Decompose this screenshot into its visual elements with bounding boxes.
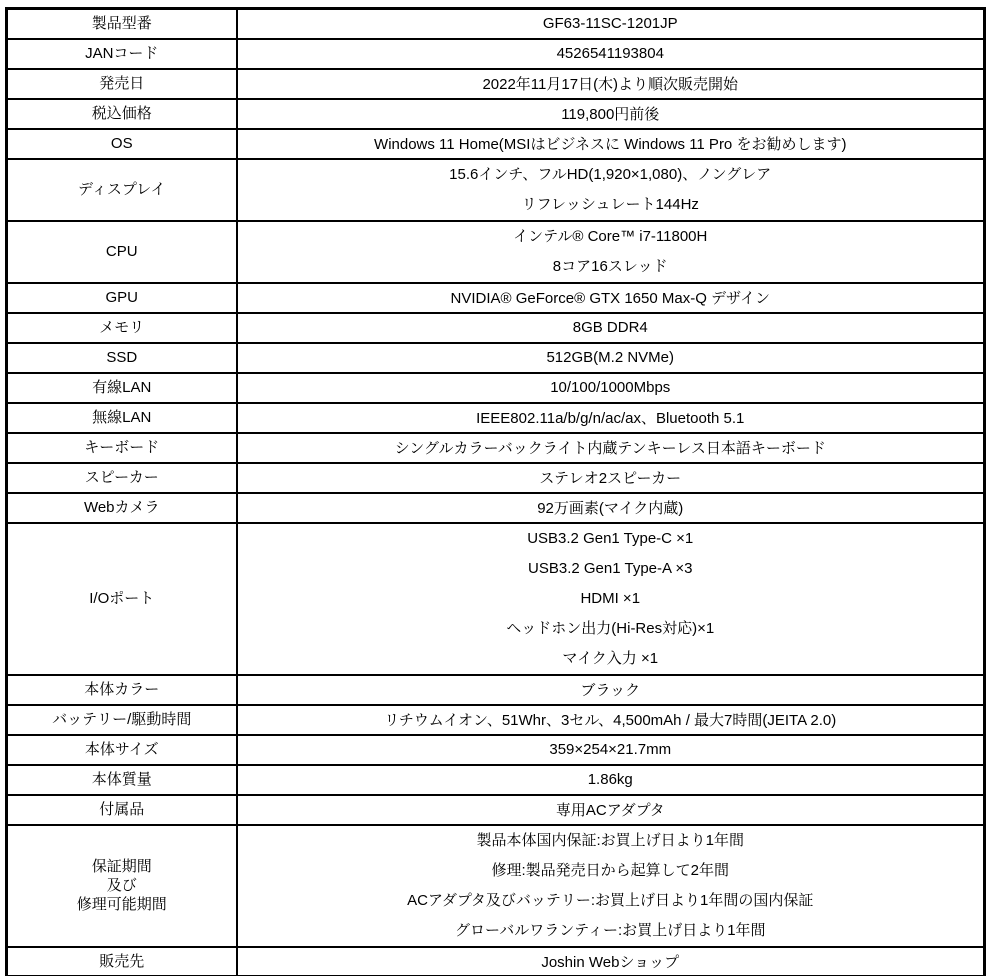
- spec-row: [7, 403, 985, 433]
- spec-label: OS: [110, 135, 133, 152]
- spec-label: 本体質量: [91, 771, 152, 788]
- spec-label: 有線LAN: [92, 379, 152, 396]
- spec-value-cell: [237, 39, 985, 69]
- spec-label: 無線LAN: [92, 409, 152, 426]
- spec-label-cell: [7, 39, 237, 69]
- spec-value-cell: [237, 9, 985, 39]
- spec-label: スピーカー: [84, 469, 159, 486]
- spec-row: [7, 735, 985, 765]
- spec-value: インテル® Core™ i7-11800H: [513, 227, 708, 245]
- spec-label: 発売日: [99, 75, 145, 92]
- spec-value-cell: [237, 735, 985, 765]
- spec-label-cell: [7, 463, 237, 493]
- spec-row: [7, 463, 985, 493]
- spec-row: [7, 947, 985, 976]
- spec-label: 付属品: [99, 801, 145, 818]
- spec-value-cell: [237, 433, 985, 463]
- spec-label: ディスプレイ: [78, 181, 166, 198]
- spec-value: 専用ACアダプタ: [555, 802, 665, 819]
- spec-label: 販売先: [99, 952, 145, 970]
- spec-value: IEEE802.11a/b/g/n/ac/ax、Bluetooth 5.1: [476, 410, 745, 427]
- spec-value-cell: [237, 463, 985, 493]
- spec-row: [7, 433, 985, 463]
- spec-value: 8GB DDR4: [572, 319, 648, 336]
- spec-table: [5, 7, 986, 976]
- spec-row: [7, 825, 985, 947]
- spec-value: ヘッドホン出力(Hi-Res対応)×1: [506, 619, 715, 637]
- spec-value-cell: [237, 795, 985, 825]
- spec-label-cell: [7, 765, 237, 795]
- spec-value-cell: [237, 765, 985, 795]
- spec-value: GF63-11SC-1201JP: [542, 15, 678, 33]
- spec-row: [7, 129, 985, 159]
- spec-row: [7, 523, 985, 675]
- spec-value-cell: [237, 373, 985, 403]
- spec-value: ACアダプタ及びバッテリー:お買上げ日より1年間の国内保証: [407, 891, 814, 909]
- spec-label-cell: [7, 283, 237, 313]
- spec-value-cell: [237, 129, 985, 159]
- spec-label-cell: [7, 493, 237, 523]
- spec-value-cell: [237, 99, 985, 129]
- spec-label: SSD: [106, 349, 138, 366]
- spec-value: USB3.2 Gen1 Type-C ×1: [527, 529, 694, 547]
- spec-value-cell: [237, 705, 985, 735]
- spec-value: 4526541193804: [556, 45, 664, 62]
- spec-value: ステレオ2スピーカー: [539, 470, 682, 487]
- spec-value: 10/100/1000Mbps: [550, 379, 671, 396]
- spec-value: USB3.2 Gen1 Type-A ×3: [528, 559, 693, 577]
- spec-value: NVIDIA® GeForce® GTX 1650 Max-Q デザイン: [450, 290, 770, 307]
- spec-row: [7, 705, 985, 735]
- spec-value: リフレッシュレート144Hz: [521, 195, 699, 213]
- spec-row: [7, 313, 985, 343]
- spec-value: 2022年11月17日(木)より順次販売開始: [482, 76, 739, 93]
- spec-value-cell: [237, 523, 985, 675]
- spec-value: Joshin Webショップ: [541, 953, 680, 971]
- spec-row: [7, 795, 985, 825]
- spec-row: [7, 373, 985, 403]
- spec-label: Webカメラ: [83, 499, 160, 516]
- spec-value: ブラック: [580, 682, 641, 699]
- spec-value: 製品本体国内保証:お買上げ日より1年間: [476, 831, 744, 849]
- spec-label-cell: [7, 795, 237, 825]
- spec-label-cell: [7, 343, 237, 373]
- spec-label: キーボード: [84, 439, 160, 456]
- spec-label-cell: [7, 313, 237, 343]
- spec-label: JANコード: [85, 45, 159, 62]
- spec-row: [7, 69, 985, 99]
- spec-value: マイク入力 ×1: [562, 649, 659, 667]
- spec-row: [7, 39, 985, 69]
- spec-label: バッテリー/駆動時間: [52, 711, 192, 728]
- spec-label: 保証期間: [91, 858, 152, 875]
- spec-label-cell: [7, 947, 237, 976]
- spec-row: [7, 221, 985, 283]
- spec-value: 512GB(M.2 NVMe): [546, 349, 675, 366]
- spec-label: 本体カラー: [84, 681, 160, 698]
- spec-value-cell: [237, 283, 985, 313]
- spec-value-cell: [237, 825, 985, 947]
- spec-value-cell: [237, 947, 985, 976]
- spec-value: グローバルワランティー:お買上げ日より1年間: [454, 921, 766, 939]
- spec-label-cell: [7, 129, 237, 159]
- spec-label-cell: [7, 403, 237, 433]
- spec-value: 15.6インチ、フルHD(1,920×1,080)、ノングレア: [449, 165, 772, 183]
- spec-label-cell: [7, 523, 237, 675]
- spec-value-cell: [237, 159, 985, 221]
- spec-label-cell: [7, 159, 237, 221]
- spec-label: GPU: [105, 289, 138, 306]
- spec-label-cell: [7, 99, 237, 129]
- spec-label-cell: [7, 735, 237, 765]
- spec-value-cell: [237, 69, 985, 99]
- spec-label-cell: [7, 221, 237, 283]
- spec-label: 製品型番: [91, 15, 152, 33]
- spec-row: [7, 493, 985, 523]
- spec-value-cell: [237, 221, 985, 283]
- spec-row: [7, 675, 985, 705]
- spec-value-cell: [237, 675, 985, 705]
- spec-value-cell: [237, 313, 985, 343]
- spec-label: 及び: [106, 877, 137, 894]
- spec-value: Windows 11 Home(MSIはビジネスに Windows 11 Pro をお勧めします): [374, 136, 847, 153]
- spec-label-cell: [7, 373, 237, 403]
- spec-value: リチウムイオン、51Whr、3セル、4,500mAh / 最大7時間(JEITA 2.0): [384, 712, 837, 729]
- spec-value: HDMI ×1: [580, 589, 641, 607]
- spec-row: [7, 283, 985, 313]
- spec-value: 1.86kg: [587, 771, 633, 788]
- spec-label-cell: [7, 433, 237, 463]
- spec-row: [7, 765, 985, 795]
- spec-label-cell: [7, 705, 237, 735]
- spec-label: CPU: [105, 243, 138, 260]
- spec-value: 92万画素(マイク内蔵): [537, 500, 684, 517]
- spec-value: 8コア16スレッド: [552, 257, 668, 275]
- spec-row: [7, 343, 985, 373]
- spec-label: メモリ: [99, 319, 145, 336]
- spec-table-body: [7, 9, 985, 976]
- spec-label-cell: [7, 675, 237, 705]
- spec-label: 本体サイズ: [84, 741, 159, 758]
- spec-label-cell: [7, 69, 237, 99]
- spec-value-cell: [237, 403, 985, 433]
- spec-value: 119,800円前後: [561, 106, 660, 123]
- spec-value: 修理:製品発売日から起算して2年間: [491, 861, 729, 879]
- spec-row: [7, 99, 985, 129]
- spec-label: 修理可能期間: [76, 896, 167, 913]
- spec-row: [7, 159, 985, 221]
- spec-label-cell: [7, 9, 237, 39]
- spec-value-cell: [237, 493, 985, 523]
- spec-value-cell: [237, 343, 985, 373]
- spec-value: シングルカラーバックライト内蔵テンキーレス日本語キーボード: [394, 440, 826, 457]
- spec-label-cell: [7, 825, 237, 947]
- spec-row: [7, 9, 985, 39]
- spec-label: 税込価格: [91, 105, 152, 122]
- spec-label: I/Oポート: [89, 590, 155, 607]
- spec-value: 359×254×21.7mm: [549, 741, 672, 758]
